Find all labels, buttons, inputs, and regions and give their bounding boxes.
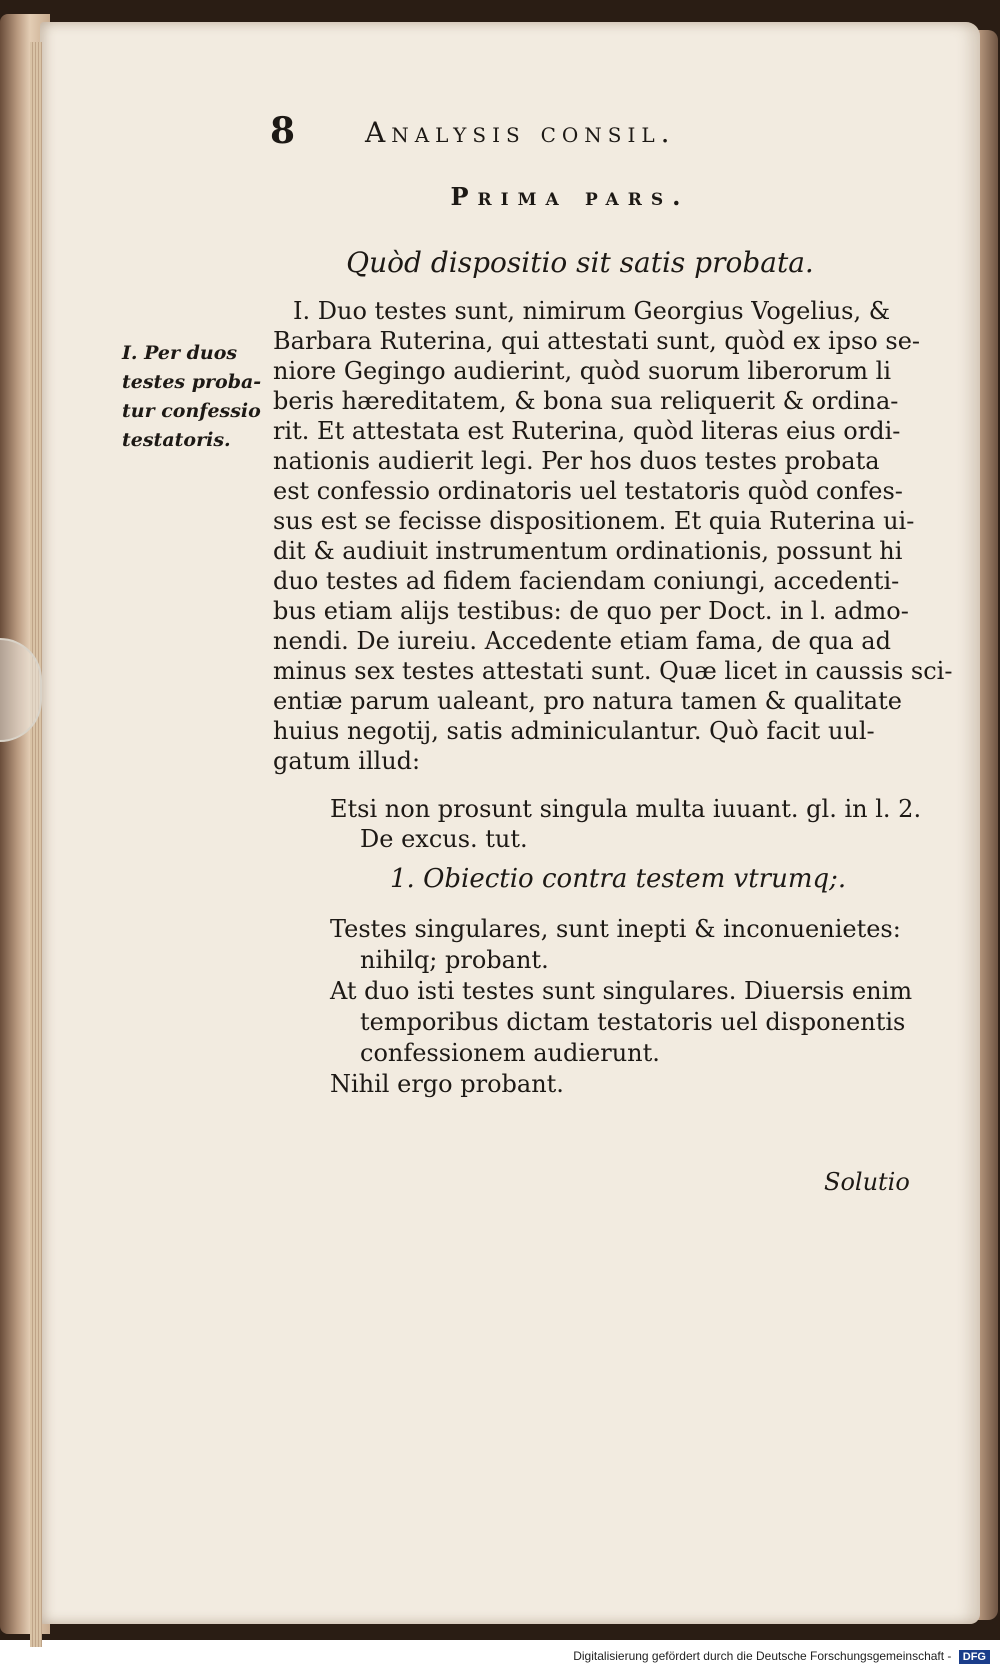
text-line: bus etiam alijs testibus: de quo per Doct. in l. admo- bbox=[273, 597, 909, 625]
text-line: duo testes ad fidem faciendam coniungi, accedenti- bbox=[273, 567, 900, 595]
text-line: I. Duo testes sunt, nimirum Georgius Vogelius, & bbox=[293, 297, 891, 325]
running-title: Analysis consil. bbox=[365, 116, 676, 149]
subheading: Quòd dispositio sit satis probata. bbox=[346, 246, 814, 279]
running-head bbox=[270, 110, 830, 154]
text-line: niore Gegingo audierint, quòd suorum liberorum li bbox=[273, 357, 892, 385]
margin-note-line: tur confessio bbox=[122, 400, 261, 422]
margin-note-line: testes proba- bbox=[122, 371, 262, 393]
text-line: minus sex testes attestati sunt. Quæ licet in caussis sci- bbox=[273, 657, 953, 685]
text-line: entiæ parum ualeant, pro natura tamen & qualitate bbox=[273, 687, 902, 715]
margin-note-line: I. Per duos bbox=[122, 342, 238, 364]
syllogism-line: At duo isti testes sunt singulares. Diuersis enim bbox=[330, 977, 913, 1005]
text-line: sus est se fecisse dispositionem. Et quia Ruterina ui- bbox=[273, 507, 915, 535]
text-line: est confessio ordinatoris uel testatoris quòd confes- bbox=[273, 477, 903, 505]
text-line: beris hæreditatem, & bona sua reliquerit & ordina- bbox=[273, 387, 899, 415]
margin-note bbox=[122, 339, 282, 455]
quote-line: De excus. tut. bbox=[360, 825, 528, 853]
book-page bbox=[40, 22, 980, 1624]
text-line: gatum illud: bbox=[273, 747, 421, 775]
section-heading: Prima pars. bbox=[450, 182, 690, 211]
page-stack bbox=[30, 42, 42, 1647]
text-line: dit & audiuit instrumentum ordinationis, possunt hi bbox=[273, 537, 903, 565]
text-line: nationis audierit legi. Per hos duos testes probata bbox=[273, 447, 880, 475]
footer-credit bbox=[0, 1649, 990, 1664]
quote-line: Etsi non prosunt singula multa iuuant. gl. in l. 2. bbox=[330, 795, 922, 823]
text-line: huius negotij, satis adminiculantur. Quò facit uul- bbox=[273, 717, 875, 745]
footer-text: Digitalisierung gefördert durch die Deutsche Forschungsgemeinschaft - bbox=[573, 1649, 952, 1663]
syllogism-line: Nihil ergo probant. bbox=[330, 1070, 564, 1098]
text-line: rit. Et attestata est Ruterina, quòd literas eius ordi- bbox=[273, 417, 901, 445]
page-number: 8 bbox=[270, 110, 296, 152]
syllogism-line: Testes singulares, sunt inepti & inconuenietes: bbox=[330, 915, 901, 943]
text-line: nendi. De iureiu. Accedente etiam fama, de qua ad bbox=[273, 627, 891, 655]
objection-heading: 1. Obiectio contra testem vtrumq;. bbox=[390, 864, 847, 894]
dfg-logo-icon: DFG bbox=[959, 1650, 990, 1664]
margin-note-line: testatoris. bbox=[122, 429, 231, 451]
syllogism bbox=[330, 914, 930, 1100]
verse-quote bbox=[330, 794, 930, 854]
syllogism-line: confessionem audierunt. bbox=[360, 1039, 660, 1067]
syllogism-line: temporibus dictam testatoris uel disponentis bbox=[360, 1008, 906, 1036]
catchword: Solutio bbox=[824, 1168, 910, 1196]
syllogism-line: nihilq; probant. bbox=[360, 946, 549, 974]
text-line: Barbara Ruterina, qui attestati sunt, quòd ex ipso se- bbox=[273, 327, 921, 355]
book-edge-right bbox=[978, 30, 998, 1620]
main-paragraph bbox=[273, 296, 953, 776]
